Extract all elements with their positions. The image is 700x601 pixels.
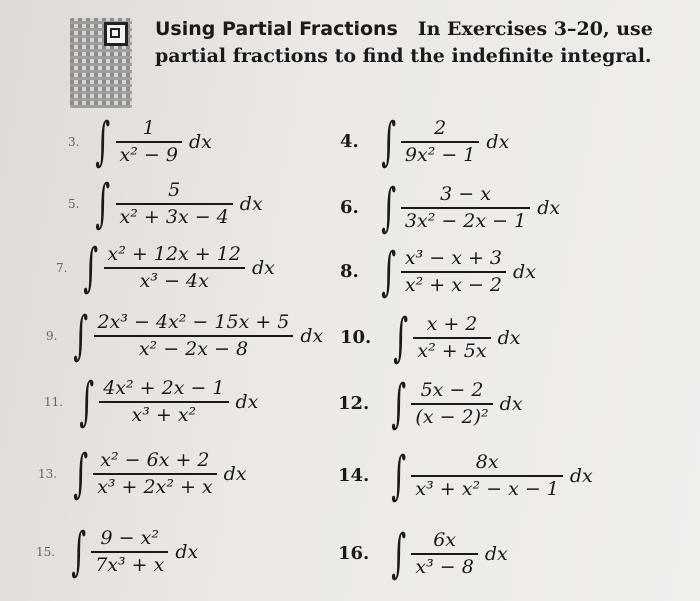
- numerator: x² − 6x + 2: [100, 449, 210, 471]
- problem-3: [68, 112, 212, 172]
- fraction: [411, 453, 562, 499]
- problem-6: [340, 178, 561, 238]
- fraction: [413, 315, 490, 361]
- differential: dx: [484, 542, 508, 565]
- numerator: 2: [434, 117, 447, 139]
- integral-sign-icon: ∫: [380, 178, 396, 238]
- problem-11: [44, 372, 259, 432]
- denominator: 3x² − 2x − 1: [404, 210, 527, 232]
- numerator: 8x: [475, 451, 499, 473]
- differential: dx: [223, 462, 247, 485]
- denominator: x³ − 4x: [139, 270, 209, 292]
- problem-13: [38, 444, 247, 504]
- differential: dx: [239, 192, 263, 215]
- differential: dx: [499, 392, 523, 415]
- numerator: x² + 12x + 12: [107, 243, 241, 265]
- numerator: 4x² + 2x − 1: [103, 377, 225, 399]
- problem-16: [338, 524, 508, 584]
- problem-number: 5.: [68, 197, 80, 211]
- denominator: x³ − 8: [415, 556, 474, 578]
- integral-sign-icon: ∫: [391, 524, 407, 584]
- numerator: 1: [142, 117, 155, 139]
- denominator: x² − 2x − 8: [138, 338, 249, 360]
- problem-7: [56, 238, 275, 298]
- denominator: 7x³ + x: [95, 554, 165, 576]
- problem-number: 4.: [340, 131, 359, 152]
- problem-9: [46, 306, 324, 366]
- problem-number: 14.: [338, 465, 370, 486]
- section-heading: Using Partial Fractions: [155, 18, 398, 40]
- numerator: 5: [168, 179, 181, 201]
- differential: dx: [188, 130, 212, 153]
- denominator: x³ + x²: [131, 404, 197, 426]
- exercise-icon: [104, 22, 128, 46]
- problem-15: [36, 522, 199, 582]
- problem-14: [338, 446, 593, 506]
- integral-sign-icon: ∫: [391, 446, 407, 506]
- problem-number: 16.: [338, 543, 370, 564]
- problem-number: 13.: [38, 467, 58, 481]
- integral-sign-icon: ∫: [73, 306, 89, 366]
- numerator: 6x: [433, 529, 457, 551]
- differential: dx: [569, 464, 593, 487]
- integral-sign-icon: ∫: [83, 238, 99, 298]
- differential: dx: [235, 390, 259, 413]
- integral-sign-icon: ∫: [391, 374, 407, 434]
- differential: dx: [497, 326, 521, 349]
- problem-number: 12.: [338, 393, 370, 414]
- fraction: [91, 529, 168, 575]
- problem-12: [338, 374, 523, 434]
- differential: dx: [486, 130, 510, 153]
- integral-sign-icon: ∫: [95, 112, 111, 172]
- fraction: [401, 185, 530, 231]
- problem-number: 8.: [340, 261, 359, 282]
- problem-number: 10.: [340, 327, 372, 348]
- numerator: 5x − 2: [420, 379, 484, 401]
- integral-sign-icon: ∫: [95, 174, 111, 234]
- problem-number: 11.: [44, 395, 64, 409]
- differential: dx: [537, 196, 561, 219]
- fraction: [116, 181, 233, 227]
- section-title: [155, 16, 685, 70]
- problem-10: [340, 308, 521, 368]
- denominator: x² + x − 2: [404, 274, 503, 296]
- denominator: x³ + 2x² + x: [97, 476, 213, 498]
- fraction: [411, 381, 492, 427]
- fraction: [401, 119, 480, 165]
- integral-sign-icon: ∫: [380, 112, 396, 172]
- numerator: 3 − x: [440, 183, 491, 205]
- integral-sign-icon: ∫: [79, 372, 95, 432]
- denominator: 9x² − 1: [404, 144, 476, 166]
- integral-sign-icon: ∫: [71, 522, 87, 582]
- denominator: x² + 5x: [417, 340, 487, 362]
- integral-sign-icon: ∫: [393, 308, 409, 368]
- problem-4: [340, 112, 510, 172]
- problem-8: [340, 242, 536, 302]
- problem-number: 15.: [36, 545, 56, 559]
- denominator: x² − 9: [119, 144, 178, 166]
- fraction: [99, 379, 228, 425]
- problem-number: 7.: [56, 261, 68, 275]
- numerator: 9 − x²: [100, 527, 159, 549]
- problem-number: 3.: [68, 135, 80, 149]
- denominator: x² + 3x − 4: [119, 206, 229, 228]
- fraction: [93, 451, 216, 497]
- fraction: [104, 245, 245, 291]
- numerator: x + 2: [426, 313, 478, 335]
- fraction: [401, 249, 506, 295]
- problem-number: 9.: [46, 329, 58, 343]
- differential: dx: [513, 260, 536, 283]
- fraction: [94, 313, 294, 359]
- denominator: (x − 2)²: [415, 406, 489, 428]
- differential: dx: [175, 540, 199, 563]
- numerator: 2x³ − 4x² − 15x + 5: [97, 311, 290, 333]
- fraction: [411, 531, 477, 577]
- differential: dx: [300, 324, 324, 347]
- problem-number: 6.: [340, 197, 359, 218]
- denominator: x³ + x² − x − 1: [415, 478, 559, 500]
- differential: dx: [251, 256, 275, 279]
- integral-sign-icon: ∫: [73, 444, 89, 504]
- integral-sign-icon: ∫: [380, 242, 396, 302]
- problem-5: [68, 174, 263, 234]
- numerator: x³ − x + 3: [404, 247, 503, 269]
- fraction: [116, 119, 182, 165]
- section-instructions: In Exercises 3–20, use partial fractions to find the indefinite integral.: [155, 18, 653, 67]
